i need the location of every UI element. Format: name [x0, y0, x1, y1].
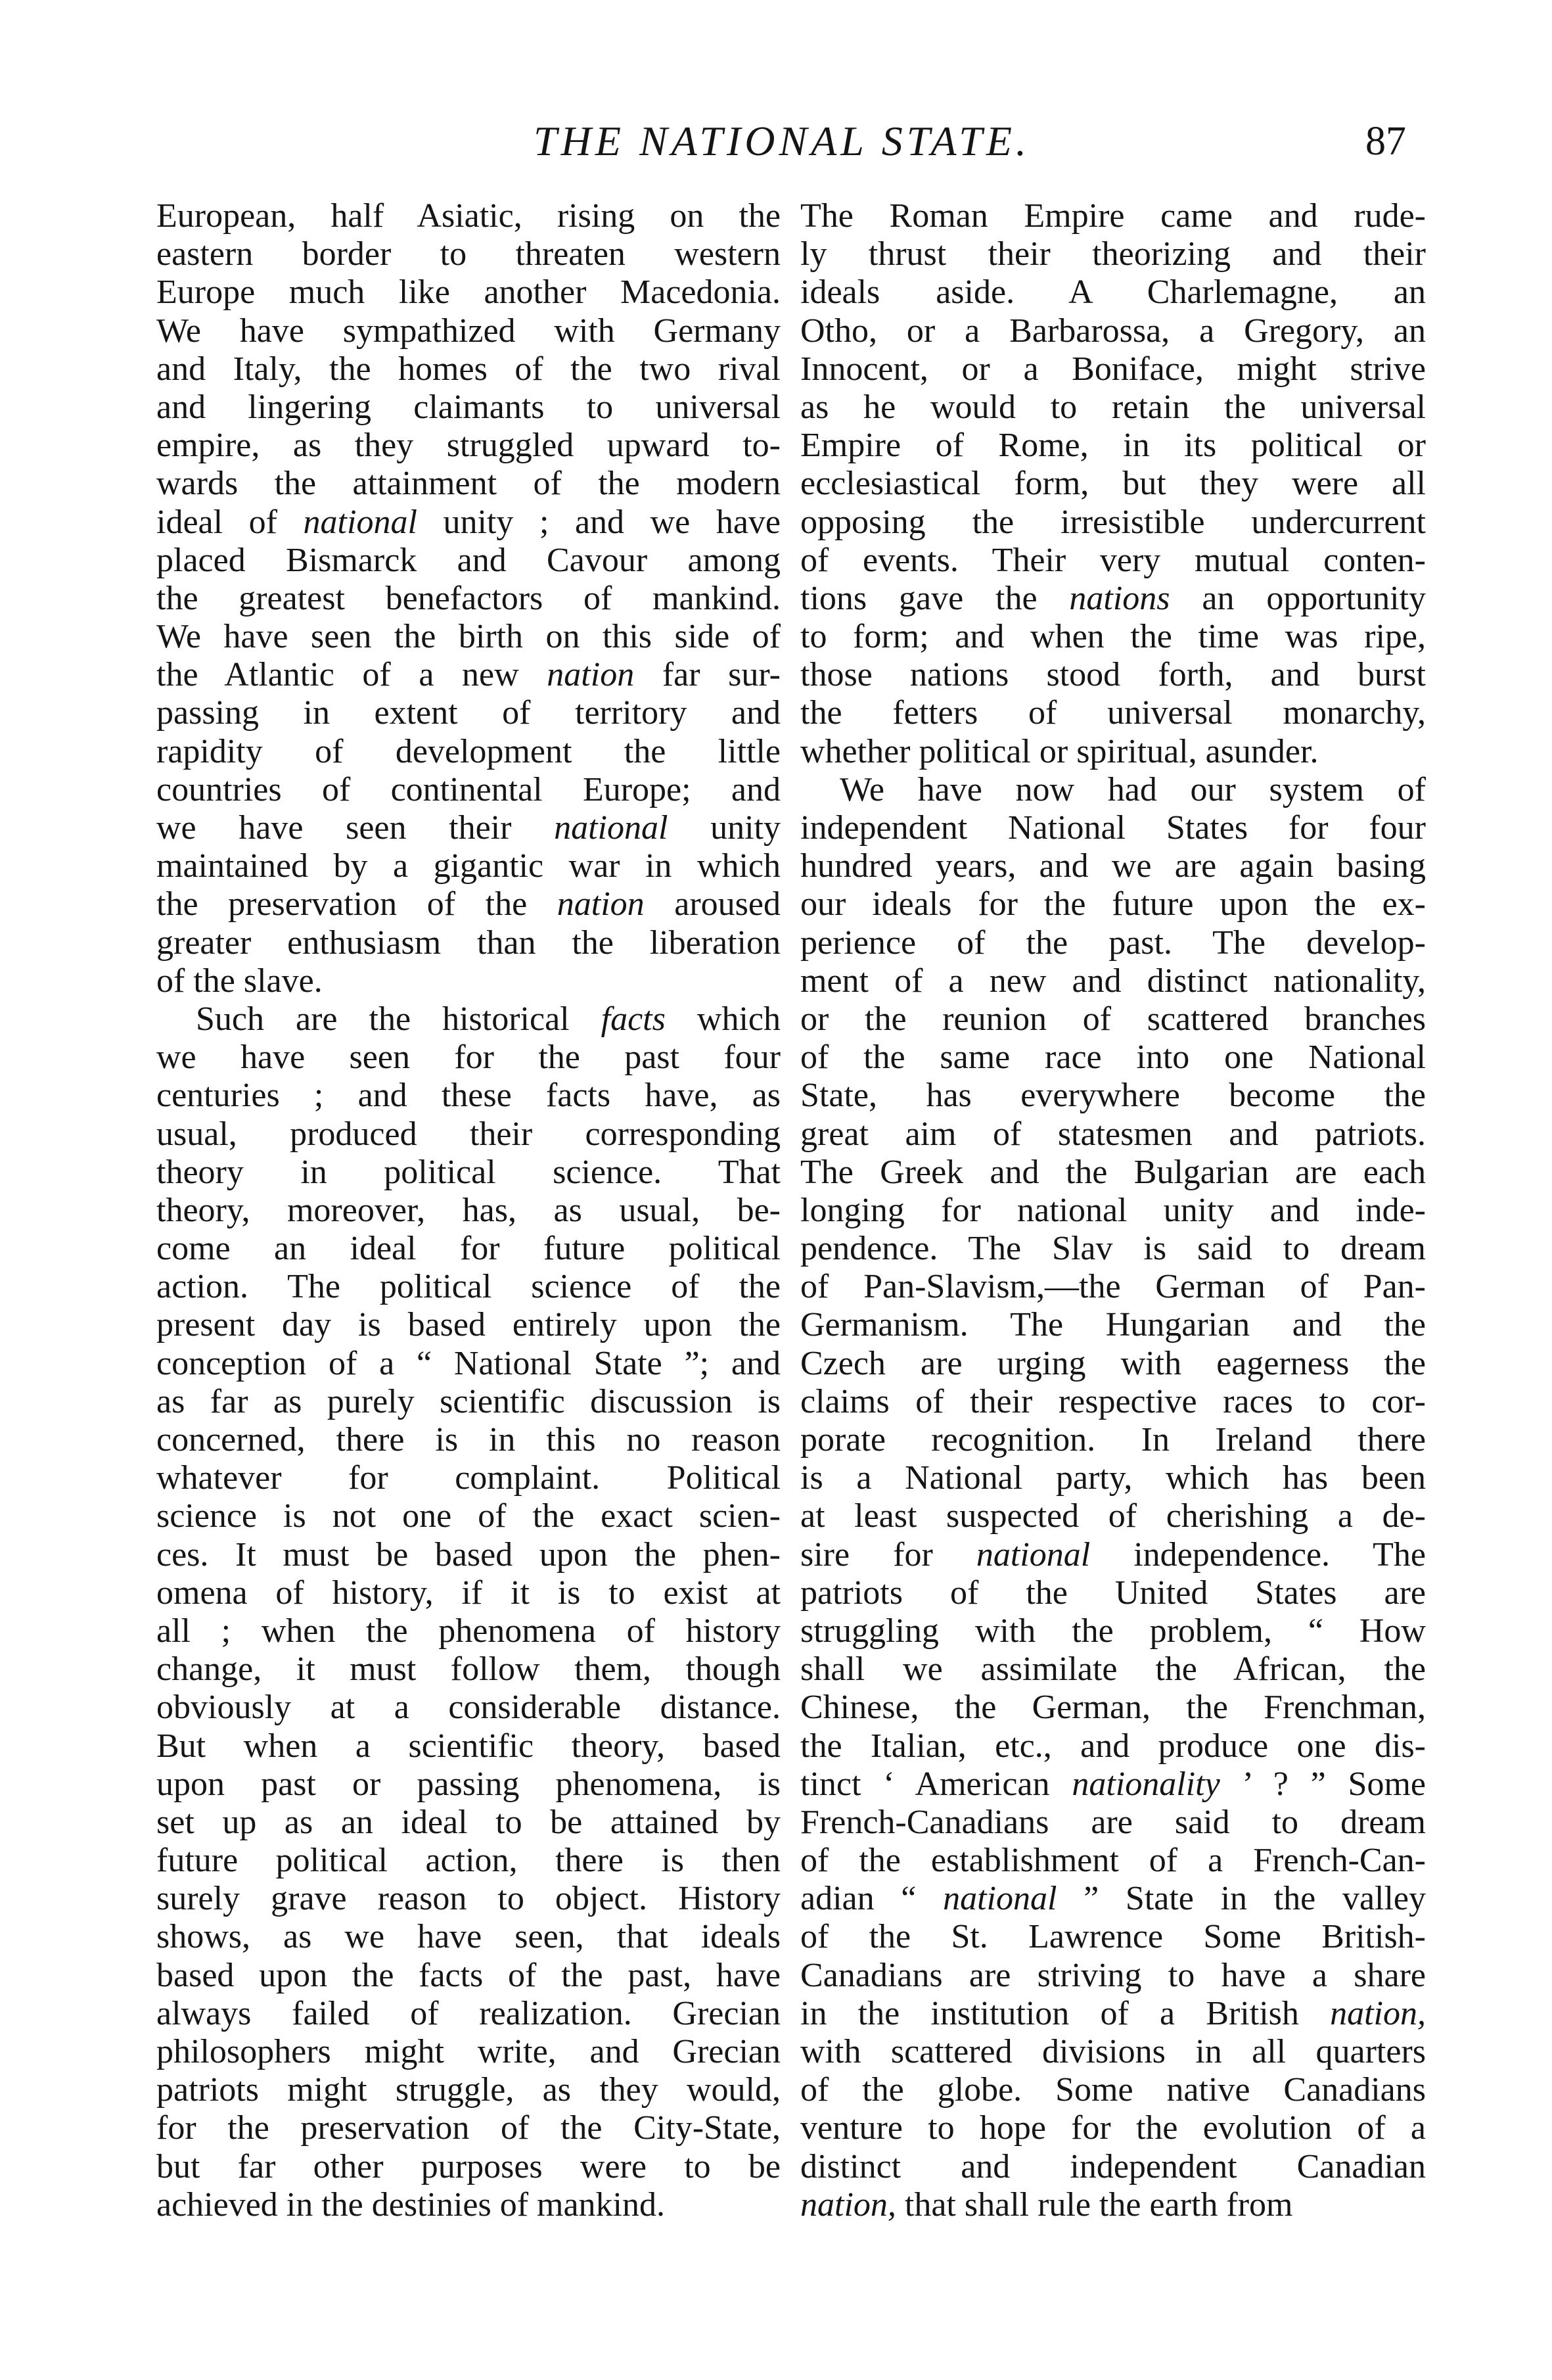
right-column-text-line: venture to hope for the evolution of a: [800, 2109, 1426, 2147]
right-column-text-line: adian “ national ” State in the valley: [800, 1880, 1426, 1918]
right-column-text-line: French-Canadians are said to dream: [800, 1803, 1426, 1841]
right-column-text-line: of Pan-Slavism,—the German of Pan-: [800, 1268, 1426, 1306]
left-column-text-line: maintained by a gigantic war in which: [156, 847, 781, 885]
right-column-text-line: ly thrust their theorizing and their: [800, 235, 1426, 273]
left-column-text-line: shows, as we have seen, that ideals: [156, 1918, 781, 1956]
right-column-text-line: pendence. The Slav is said to dream: [800, 1230, 1426, 1268]
left-column-text-line: upon past or passing phenomena, is: [156, 1765, 781, 1803]
left-column-text-line: empire, as they struggled upward to-: [156, 427, 781, 465]
left-column-text-line: ces. It must be based upon the phen-: [156, 1535, 781, 1574]
right-column-text-line: The Roman Empire came and rude-: [800, 197, 1426, 235]
right-column-text-line: We have now had our system of: [840, 770, 1426, 808]
left-column-text-line: come an ideal for future political: [156, 1230, 781, 1268]
left-column-text-line: theory, moreover, has, as usual, be-: [156, 1191, 781, 1229]
italic-emphasis: nationality: [1072, 1765, 1220, 1803]
right-column-text-line: tions gave the nations an opportunity: [800, 579, 1426, 617]
right-column-text-line: ment of a new and distinct nationality,: [800, 962, 1426, 1000]
right-column-text-line: longing for national unity and inde-: [800, 1191, 1426, 1229]
left-column-text-line: of the slave.: [156, 962, 323, 1000]
left-column-text-line: and Italy, the homes of the two rival: [156, 350, 781, 388]
left-column-text-line: set up as an ideal to be attained by: [156, 1803, 781, 1841]
right-column: [800, 197, 1426, 2274]
italic-emphasis: national: [976, 1535, 1091, 1574]
right-column-text-line: Czech are urging with eagerness the: [800, 1344, 1426, 1382]
right-column-text-line: opposing the irresistible undercurrent: [800, 503, 1426, 541]
right-column-text-line: claims of their respective races to cor-: [800, 1382, 1426, 1420]
left-column-text-line: usual, produced their corresponding: [156, 1115, 781, 1153]
left-column-text-line: all ; when the phenomena of history: [156, 1612, 781, 1650]
right-column-text-line: the fetters of universal monarchy,: [800, 694, 1426, 732]
left-column-text-line: passing in extent of territory and: [156, 694, 781, 732]
left-column-text-line: concerned, there is in this no reason: [156, 1421, 781, 1458]
left-column-text-line: surely grave reason to object. History: [156, 1880, 781, 1918]
right-column-text-line: great aim of statesmen and patriots.: [800, 1115, 1426, 1153]
right-column-text-line: The Greek and the Bulgarian are each: [800, 1153, 1426, 1191]
left-column-text-line: We have sympathized with Germany: [156, 312, 781, 350]
left-column-text-line: for the preservation of the City-State,: [156, 2109, 781, 2147]
running-head: [158, 115, 1406, 168]
right-column-text-line: is a National party, which has been: [800, 1459, 1426, 1497]
right-column-text-line: to form; and when the time was ripe,: [800, 618, 1426, 656]
left-column-text-line: patriots might struggle, as they would,: [156, 2071, 781, 2109]
left-column: [156, 197, 781, 2274]
right-column-text-line: sire for national independence. The: [800, 1535, 1426, 1574]
right-column-text-line: our ideals for the future upon the ex-: [800, 885, 1426, 923]
right-column-text-line: whether political or spiritual, asunder.: [800, 732, 1319, 770]
right-column-text-line: of the establishment of a French-Can-: [800, 1842, 1426, 1880]
page-number: 87: [1365, 119, 1406, 164]
left-column-text-line: as far as purely scientific discussion is: [156, 1382, 781, 1420]
right-column-text-line: Chinese, the German, the Frenchman,: [800, 1689, 1426, 1727]
italic-emphasis: national: [303, 503, 417, 541]
italic-emphasis: nation: [547, 656, 635, 694]
right-column-text-line: with scattered divisions in all quarters: [800, 2033, 1426, 2070]
right-column-text-line: distinct and independent Canadian: [800, 2147, 1426, 2185]
right-column-text-line: shall we assimilate the African, the: [800, 1650, 1426, 1689]
left-column-text-line: science is not one of the exact scien-: [156, 1497, 781, 1535]
left-column-text-line: European, half Asiatic, rising on the: [156, 197, 781, 235]
left-column-text-line: Europe much like another Macedonia.: [156, 273, 781, 312]
right-column-text-line: nation, that shall rule the earth from: [800, 2185, 1293, 2224]
left-column-text-line: and lingering claimants to universal: [156, 388, 781, 426]
left-column-text-line: whatever for complaint. Political: [156, 1459, 781, 1497]
left-column-text-line: the Atlantic of a new nation far sur-: [156, 656, 781, 694]
left-column-text-line: based upon the facts of the past, have: [156, 1956, 781, 1994]
right-column-text-line: of the same race into one National: [800, 1038, 1426, 1077]
left-column-text-line: Such are the historical facts which: [196, 1000, 781, 1038]
italic-emphasis: nation,: [800, 2185, 896, 2224]
right-column-text-line: struggling with the problem, “ How: [800, 1612, 1426, 1650]
italic-emphasis: nation: [557, 885, 645, 923]
left-column-text-line: always failed of realization. Grecian: [156, 1994, 781, 2032]
right-column-text-line: of events. Their very mutual conten-: [800, 541, 1426, 579]
right-column-text-line: at least suspected of cherishing a de-: [800, 1497, 1426, 1535]
left-column-text-line: the preservation of the nation aroused: [156, 885, 781, 923]
left-column-text-line: change, it must follow them, though: [156, 1650, 781, 1689]
left-column-text-line: conception of a “ National State ”; and: [156, 1344, 781, 1382]
right-column-text-line: independent National States for four: [800, 809, 1426, 847]
right-column-text-line: of the St. Lawrence Some British-: [800, 1918, 1426, 1956]
left-column-text-line: theory in political science. That: [156, 1153, 781, 1191]
italic-emphasis: national: [554, 809, 668, 847]
right-column-text-line: Otho, or a Barbarossa, a Gregory, an: [800, 312, 1426, 350]
left-column-text-line: future political action, there is then: [156, 1842, 781, 1880]
left-column-text-line: we have seen for the past four: [156, 1038, 781, 1077]
right-column-text-line: porate recognition. In Ireland there: [800, 1421, 1426, 1458]
right-column-text-line: tinct ‘ American nationality ’ ? ” Some: [800, 1765, 1426, 1803]
italic-emphasis: national: [943, 1880, 1057, 1918]
left-column-text-line: the greatest benefactors of mankind.: [156, 579, 781, 617]
italic-emphasis: nations: [1069, 579, 1170, 617]
left-column-text-line: we have seen their national unity: [156, 809, 781, 847]
left-column-text-line: But when a scientific theory, based: [156, 1727, 781, 1765]
right-column-text-line: ideals aside. A Charlemagne, an: [800, 273, 1426, 312]
left-column-text-line: countries of continental Europe; and: [156, 770, 781, 808]
running-title: THE NATIONAL STATE.: [534, 118, 1030, 164]
italic-emphasis: facts: [601, 1000, 666, 1038]
right-column-text-line: the Italian, etc., and produce one dis-: [800, 1727, 1426, 1765]
right-column-text-line: Germanism. The Hungarian and the: [800, 1306, 1426, 1344]
left-column-text-line: but far other purposes were to be: [156, 2147, 781, 2185]
right-column-text-line: of the globe. Some native Canadians: [800, 2071, 1426, 2109]
right-column-text-line: as he would to retain the universal: [800, 388, 1426, 426]
right-column-text-line: State, has everywhere become the: [800, 1077, 1426, 1115]
left-column-text-line: greater enthusiasm than the liberation: [156, 923, 781, 962]
left-column-text-line: action. The political science of the: [156, 1268, 781, 1306]
left-column-text-line: omena of history, if it is to exist at: [156, 1574, 781, 1612]
left-column-text-line: rapidity of development the little: [156, 732, 781, 770]
right-column-text-line: in the institution of a British nation,: [800, 1994, 1426, 2032]
left-column-text-line: present day is based entirely upon the: [156, 1306, 781, 1344]
right-column-text-line: perience of the past. The develop-: [800, 923, 1426, 962]
left-column-text-line: obviously at a considerable distance.: [156, 1689, 781, 1727]
right-column-text-line: Innocent, or a Boniface, might strive: [800, 350, 1426, 388]
right-column-text-line: Canadians are striving to have a share: [800, 1956, 1426, 1994]
right-column-text-line: hundred years, and we are again basing: [800, 847, 1426, 885]
left-column-text-line: ideal of national unity ; and we have: [156, 503, 781, 541]
italic-emphasis: nation,: [1330, 1994, 1426, 2032]
left-column-text-line: wards the attainment of the modern: [156, 465, 781, 503]
left-column-text-line: eastern border to threaten western: [156, 235, 781, 273]
right-column-text-line: those nations stood forth, and burst: [800, 656, 1426, 694]
left-column-text-line: placed Bismarck and Cavour among: [156, 541, 781, 579]
left-column-text-line: philosophers might write, and Grecian: [156, 2033, 781, 2070]
left-column-text-line: centuries ; and these facts have, as: [156, 1077, 781, 1115]
right-column-text-line: patriots of the United States are: [800, 1574, 1426, 1612]
right-column-text-line: ecclesiastical form, but they were all: [800, 465, 1426, 503]
left-column-text-line: achieved in the destinies of mankind.: [156, 2185, 666, 2224]
right-column-text-line: Empire of Rome, in its political or: [800, 427, 1426, 465]
left-column-text-line: We have seen the birth on this side of: [156, 618, 781, 656]
right-column-text-line: or the reunion of scattered branches: [800, 1000, 1426, 1038]
